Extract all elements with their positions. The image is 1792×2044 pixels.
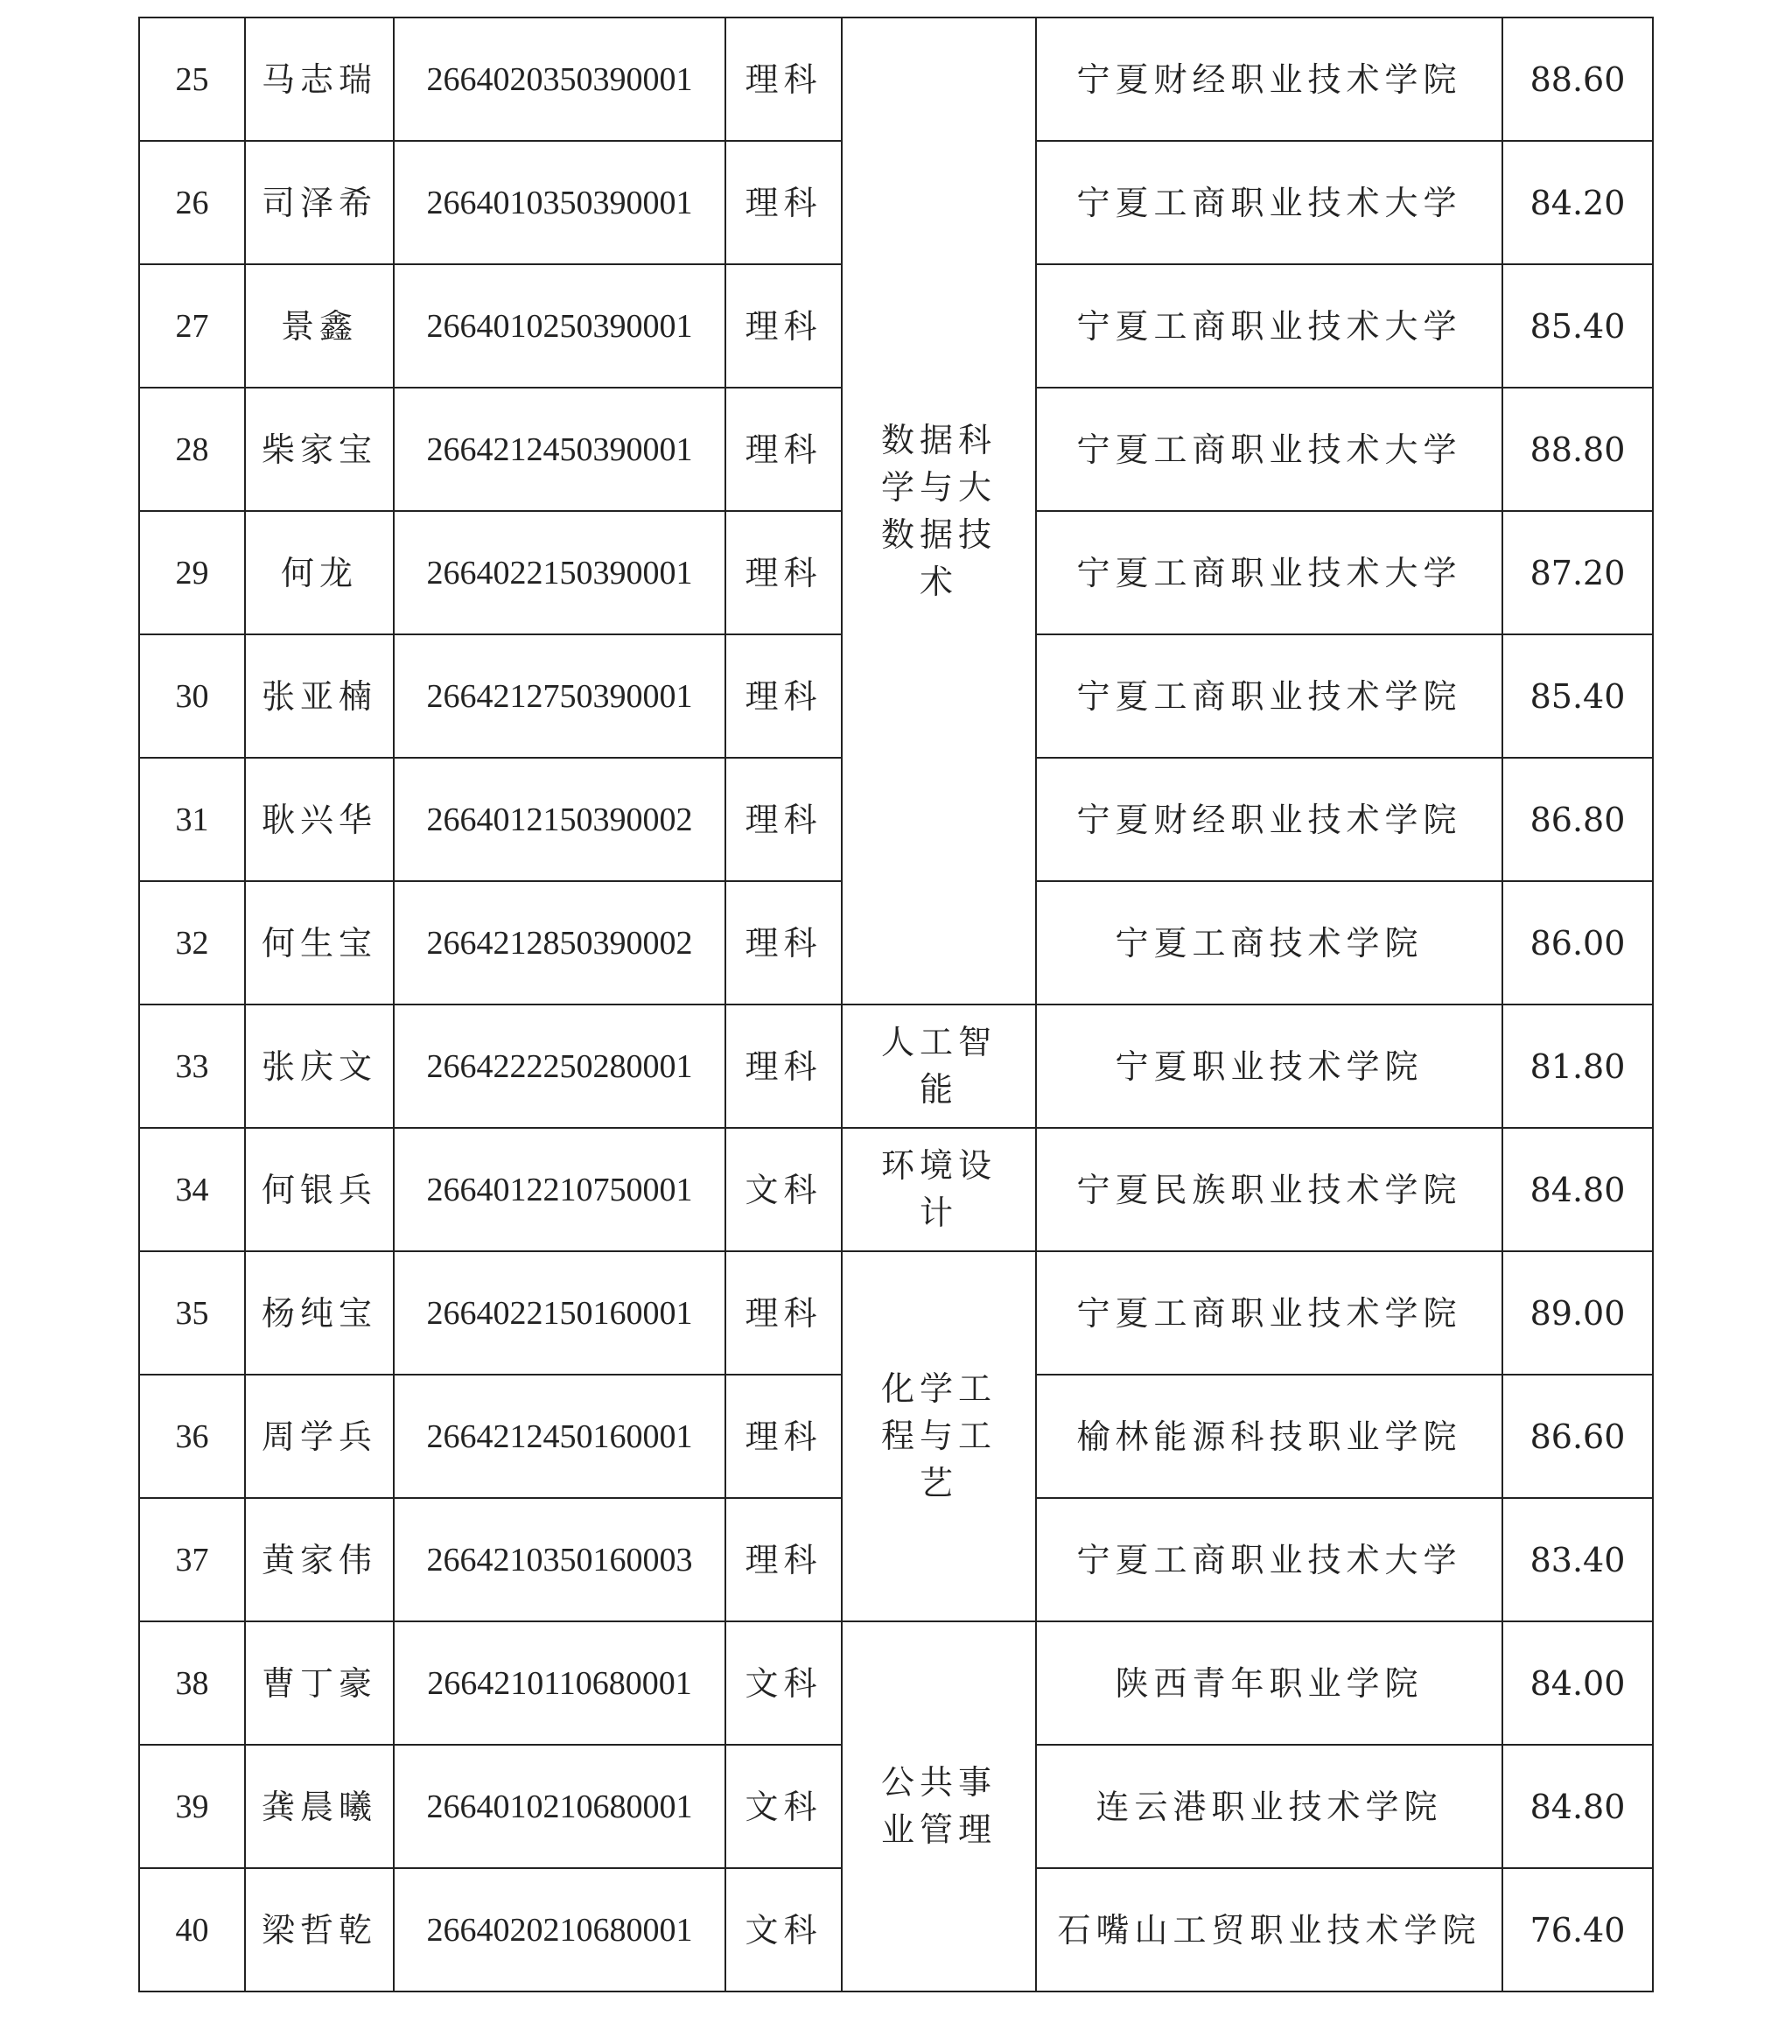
score: 89.00: [1502, 1251, 1653, 1375]
row-number: 29: [139, 511, 245, 634]
subject-type: 理科: [725, 758, 842, 881]
subject-type: 文科: [725, 1868, 842, 1992]
school-name: 宁夏工商职业技术学院: [1036, 1251, 1502, 1375]
school-name: 宁夏财经职业技术学院: [1036, 18, 1502, 141]
school-name: 榆林能源科技职业学院: [1036, 1375, 1502, 1498]
score: 88.80: [1502, 388, 1653, 511]
table-row: [139, 1004, 1653, 1128]
row-number: 39: [139, 1745, 245, 1868]
exam-id: 2664022150390001: [394, 511, 725, 634]
exam-id: 2664222250280001: [394, 1004, 725, 1128]
student-name: 张庆文: [245, 1004, 394, 1128]
row-number: 33: [139, 1004, 245, 1128]
student-name: 杨纯宝: [245, 1251, 394, 1375]
row-number: 30: [139, 634, 245, 758]
student-name: 何银兵: [245, 1128, 394, 1251]
student-name: 张亚楠: [245, 634, 394, 758]
table-row: [139, 1621, 1653, 1745]
student-name: 柴家宝: [245, 388, 394, 511]
score: 86.80: [1502, 758, 1653, 881]
score: 84.00: [1502, 1621, 1653, 1745]
school-name: 石嘴山工贸职业技术学院: [1036, 1868, 1502, 1992]
major-label: 环境设计: [880, 1146, 997, 1232]
student-name: 马志瑞: [245, 18, 394, 141]
subject-type: 理科: [725, 881, 842, 1004]
major-label: 人工智能: [880, 1023, 997, 1109]
exam-id: 2664212450160001: [394, 1375, 725, 1498]
school-name: 宁夏财经职业技术学院: [1036, 758, 1502, 881]
score: 87.20: [1502, 511, 1653, 634]
school-name: 宁夏工商职业技术大学: [1036, 388, 1502, 511]
student-name: 曹丁豪: [245, 1621, 394, 1745]
school-name: 陕西青年职业学院: [1036, 1621, 1502, 1745]
major-cell: [842, 1621, 1036, 1992]
school-name: 连云港职业技术学院: [1036, 1745, 1502, 1868]
subject-type: 理科: [725, 1251, 842, 1375]
table-row: [139, 1251, 1653, 1375]
row-number: 32: [139, 881, 245, 1004]
student-name: 景鑫: [245, 264, 394, 388]
row-number: 34: [139, 1128, 245, 1251]
student-name: 黄家伟: [245, 1498, 394, 1621]
student-name: 何龙: [245, 511, 394, 634]
exam-id: 2664010350390001: [394, 141, 725, 264]
school-name: 宁夏民族职业技术学院: [1036, 1128, 1502, 1251]
major-label: 公共事业管理: [880, 1763, 997, 1849]
subject-type: 理科: [725, 511, 842, 634]
student-name: 龚晨曦: [245, 1745, 394, 1868]
table-row: [139, 18, 1653, 141]
major-cell: [842, 1128, 1036, 1251]
exam-id: 2664210110680001: [394, 1621, 725, 1745]
row-number: 27: [139, 264, 245, 388]
row-number: 26: [139, 141, 245, 264]
subject-type: 理科: [725, 264, 842, 388]
school-name: 宁夏工商职业技术大学: [1036, 511, 1502, 634]
school-name: 宁夏工商职业技术大学: [1036, 264, 1502, 388]
table-row: [139, 1128, 1653, 1251]
subject-type: 理科: [725, 18, 842, 141]
row-number: 38: [139, 1621, 245, 1745]
exam-id: 2664012150390002: [394, 758, 725, 881]
score: 88.60: [1502, 18, 1653, 141]
score: 86.60: [1502, 1375, 1653, 1498]
row-number: 25: [139, 18, 245, 141]
school-name: 宁夏职业技术学院: [1036, 1004, 1502, 1128]
exam-id: 2664212450390001: [394, 388, 725, 511]
school-name: 宁夏工商职业技术大学: [1036, 1498, 1502, 1621]
admission-table: [138, 17, 1654, 1992]
exam-id: 2664010210680001: [394, 1745, 725, 1868]
score: 84.80: [1502, 1745, 1653, 1868]
subject-type: 理科: [725, 388, 842, 511]
subject-type: 文科: [725, 1128, 842, 1251]
score: 86.00: [1502, 881, 1653, 1004]
exam-id: 2664212750390001: [394, 634, 725, 758]
score: 84.80: [1502, 1128, 1653, 1251]
major-label: 数据科学与大数据技术: [880, 420, 997, 601]
subject-type: 理科: [725, 1004, 842, 1128]
subject-type: 理科: [725, 634, 842, 758]
major-cell: [842, 1004, 1036, 1128]
score: 76.40: [1502, 1868, 1653, 1992]
student-name: 何生宝: [245, 881, 394, 1004]
major-cell: [842, 1251, 1036, 1621]
row-number: 31: [139, 758, 245, 881]
score: 85.40: [1502, 634, 1653, 758]
row-number: 35: [139, 1251, 245, 1375]
school-name: 宁夏工商职业技术学院: [1036, 634, 1502, 758]
score: 83.40: [1502, 1498, 1653, 1621]
exam-id: 2664022150160001: [394, 1251, 725, 1375]
school-name: 宁夏工商职业技术大学: [1036, 141, 1502, 264]
score: 81.80: [1502, 1004, 1653, 1128]
major-label: 化学工程与工艺: [880, 1369, 997, 1502]
school-name: 宁夏工商技术学院: [1036, 881, 1502, 1004]
subject-type: 理科: [725, 1498, 842, 1621]
exam-id: 2664020350390001: [394, 18, 725, 141]
row-number: 36: [139, 1375, 245, 1498]
exam-id: 2664012210750001: [394, 1128, 725, 1251]
row-number: 40: [139, 1868, 245, 1992]
exam-id: 2664212850390002: [394, 881, 725, 1004]
exam-id: 2664210350160003: [394, 1498, 725, 1621]
exam-id: 2664010250390001: [394, 264, 725, 388]
subject-type: 文科: [725, 1745, 842, 1868]
student-name: 耿兴华: [245, 758, 394, 881]
subject-type: 文科: [725, 1621, 842, 1745]
major-cell: [842, 18, 1036, 1004]
subject-type: 理科: [725, 141, 842, 264]
score: 85.40: [1502, 264, 1653, 388]
subject-type: 理科: [725, 1375, 842, 1498]
student-name: 司泽希: [245, 141, 394, 264]
score: 84.20: [1502, 141, 1653, 264]
student-name: 梁哲乾: [245, 1868, 394, 1992]
student-name: 周学兵: [245, 1375, 394, 1498]
exam-id: 2664020210680001: [394, 1868, 725, 1992]
row-number: 28: [139, 388, 245, 511]
row-number: 37: [139, 1498, 245, 1621]
